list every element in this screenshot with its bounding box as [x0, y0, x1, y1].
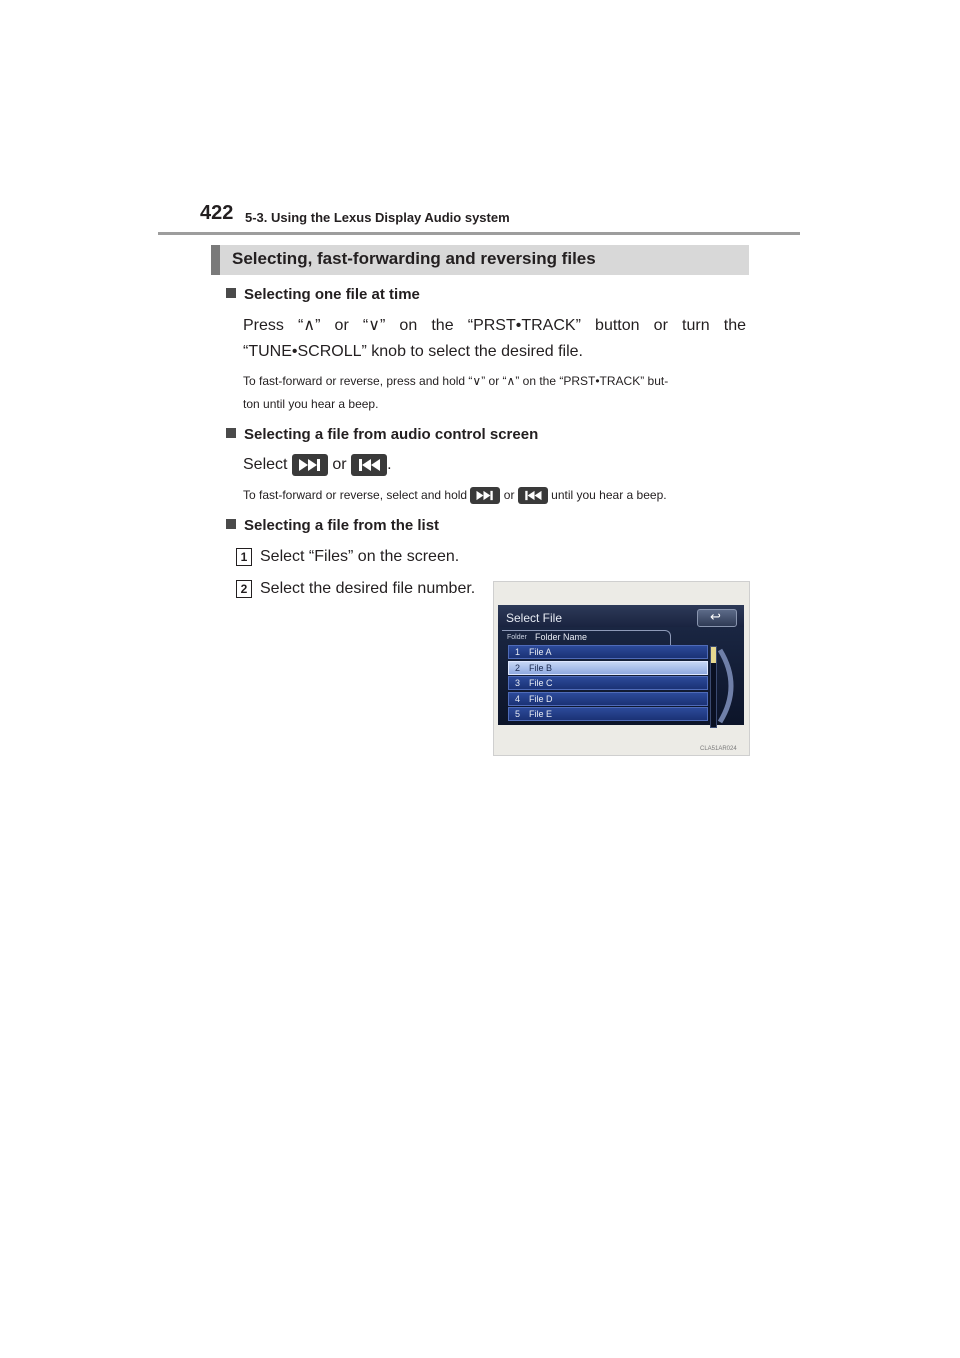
screen-title: Select File [506, 611, 563, 625]
note-line: To fast-forward or reverse, press and hold “∨” or “∧” on the “PRST•TRACK” but- [243, 374, 669, 388]
skip-back-icon [518, 487, 548, 504]
note-line: To fast-forward or reverse, select and hold or until you hear a beep. [243, 484, 667, 507]
bullet-square-icon [226, 288, 236, 298]
skip-forward-icon [292, 454, 328, 476]
header-rule [158, 232, 800, 235]
file-item[interactable]: 1 File A [508, 645, 708, 659]
step-text: Select the desired file number. [260, 580, 476, 597]
section-title: Selecting, fast-forwarding and reversing files [232, 249, 596, 268]
bullet-square-icon [226, 519, 236, 529]
back-arrow-icon: ↩ [710, 609, 721, 624]
chapter-title: 5-3. Using the Lexus Display Audio system [245, 210, 510, 225]
page-number: 422 [200, 202, 234, 224]
subheading-one-file: Selecting one file at time [226, 286, 420, 303]
figure-code: CLA51AR024 [700, 746, 737, 752]
file-item[interactable]: 3 File C [508, 676, 708, 690]
instruction-line: “TUNE•SCROLL” knob to select the desired file. [243, 343, 583, 360]
file-item[interactable]: 4 File D [508, 692, 708, 706]
step-text: Select “Files” on the screen. [260, 548, 460, 565]
display-screen-illustration [493, 581, 750, 756]
folder-name: Folder Name [535, 632, 588, 642]
file-item-selected[interactable]: 2 File B [508, 661, 708, 675]
file-list [508, 645, 708, 723]
step-number: 1 [236, 548, 252, 566]
note-line: ton until you hear a beep. [243, 397, 379, 411]
back-button[interactable] [697, 609, 737, 627]
step-number: 2 [236, 580, 252, 598]
file-item[interactable]: 5 File E [508, 707, 708, 721]
skip-back-icon [351, 454, 387, 476]
select-instruction: Select or . [243, 452, 392, 478]
subheading-from-list: Selecting a file from the list [226, 517, 439, 534]
bullet-square-icon [226, 428, 236, 438]
subheading-audio-control: Selecting a file from audio control screen [226, 426, 538, 443]
folder-label: Folder [507, 634, 527, 641]
instruction-line: Press “∧” or “∨” on the “PRST•TRACK” button or turn the [243, 317, 746, 334]
section-heading-bar [211, 245, 749, 275]
scroll-knob-arc-icon [716, 648, 742, 724]
skip-forward-icon [470, 487, 500, 504]
